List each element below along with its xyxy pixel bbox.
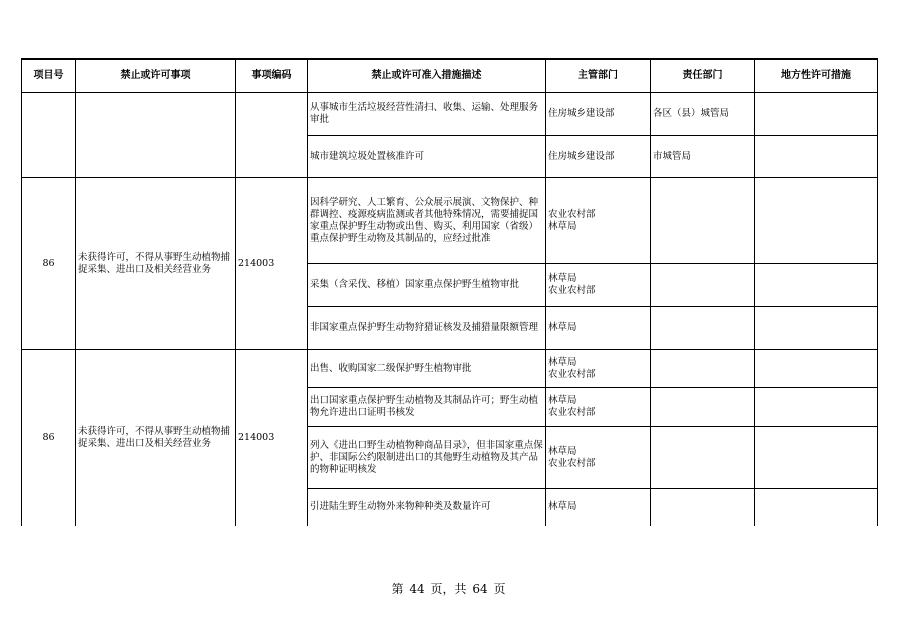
competent-dept-cell: 林草局 农业农村部	[546, 388, 651, 427]
local-measure-cell	[755, 93, 878, 136]
item-no-cell: 86	[22, 178, 76, 350]
measure-desc-cell: 城市建筑垃圾处置核准许可	[308, 136, 546, 178]
responsible-dept-cell	[651, 264, 755, 307]
item-name-cell	[76, 93, 236, 178]
item-code-cell: 214003	[236, 350, 308, 526]
local-measure-cell	[755, 178, 878, 264]
competent-dept-cell: 农业农村部 林草局	[546, 178, 651, 264]
item-no-cell	[22, 93, 76, 178]
table-header-row	[22, 59, 878, 93]
competent-dept-cell: 林草局 农业农村部	[546, 350, 651, 388]
responsible-dept-cell	[651, 489, 755, 526]
competent-dept-cell: 住房城乡建设部	[546, 93, 651, 136]
local-measure-cell	[755, 489, 878, 526]
responsible-dept-cell: 各区（县）城管局	[651, 93, 755, 136]
header-responsible-dept: 责任部门	[651, 59, 755, 93]
footer-suffix: 页	[493, 582, 506, 596]
measure-desc-cell: 采集（含采伐、移植）国家重点保护野生植物审批	[308, 264, 546, 307]
local-measure-cell	[755, 388, 878, 427]
footer-mid: 页，共	[430, 582, 467, 596]
page-footer	[0, 580, 897, 597]
competent-dept-cell: 林草局 农业农村部	[546, 427, 651, 489]
header-measure-desc: 禁止或许可准入措施描述	[308, 59, 546, 93]
measure-desc-cell: 引进陆生野生动物外来物种种类及数量许可	[308, 489, 546, 526]
responsible-dept-cell	[651, 178, 755, 264]
local-measure-cell	[755, 136, 878, 178]
competent-dept-cell: 住房城乡建设部	[546, 136, 651, 178]
local-measure-cell	[755, 264, 878, 307]
measure-desc-cell: 从事城市生活垃圾经营性清扫、收集、运输、处理服务审批	[308, 93, 546, 136]
header-item-name: 禁止或许可事项	[76, 59, 236, 93]
measure-desc-cell: 出口国家重点保护野生动植物及其制品许可；野生动植物允许进出口证明书核发	[308, 388, 546, 427]
table-row	[22, 178, 878, 264]
responsible-dept-cell	[651, 307, 755, 350]
responsible-dept-cell	[651, 427, 755, 489]
header-item-no: 项目号	[22, 59, 76, 93]
responsible-dept-cell: 市城管局	[651, 136, 755, 178]
header-item-code: 事项编码	[236, 59, 308, 93]
competent-dept-cell: 林草局 农业农村部	[546, 264, 651, 307]
header-local-measure: 地方性许可措施	[755, 59, 878, 93]
competent-dept-cell: 林草局	[546, 489, 651, 526]
table-row	[22, 350, 878, 388]
current-page-number: 44	[409, 582, 425, 596]
footer-prefix: 第	[391, 582, 404, 596]
header-competent-dept: 主管部门	[546, 59, 651, 93]
permit-table	[21, 58, 878, 526]
responsible-dept-cell	[651, 350, 755, 388]
local-measure-cell	[755, 307, 878, 350]
item-name-cell: 未获得许可，不得从事野生动植物捕捉采集、进出口及相关经营业务	[76, 350, 236, 526]
local-measure-cell	[755, 427, 878, 489]
table-row	[22, 93, 878, 136]
total-page-count: 64	[472, 582, 488, 596]
measure-desc-cell: 非国家重点保护野生动物狩猎证核发及捕猎量限额管理	[308, 307, 546, 350]
item-code-cell	[236, 93, 308, 178]
item-code-cell: 214003	[236, 178, 308, 350]
item-no-cell: 86	[22, 350, 76, 526]
responsible-dept-cell	[651, 388, 755, 427]
item-name-cell: 未获得许可，不得从事野生动植物捕捉采集、进出口及相关经营业务	[76, 178, 236, 350]
competent-dept-cell: 林草局	[546, 307, 651, 350]
measure-desc-cell: 因科学研究、人工繁育、公众展示展演、文物保护、种群调控、疫源疫病监测或者其他特殊情况，需要捕捉国家重点保护野生动物或出售、购买、利用国家（省级）重点保护野生动物及其制品的，应经过批准	[308, 178, 546, 264]
local-measure-cell	[755, 350, 878, 388]
measure-desc-cell: 出售、收购国家二级保护野生植物审批	[308, 350, 546, 388]
measure-desc-cell: 列入《进出口野生动植物种商品目录》，但非国家重点保护、非国际公约限制进出口的其他野生动植物及其产品的物种证明核发	[308, 427, 546, 489]
